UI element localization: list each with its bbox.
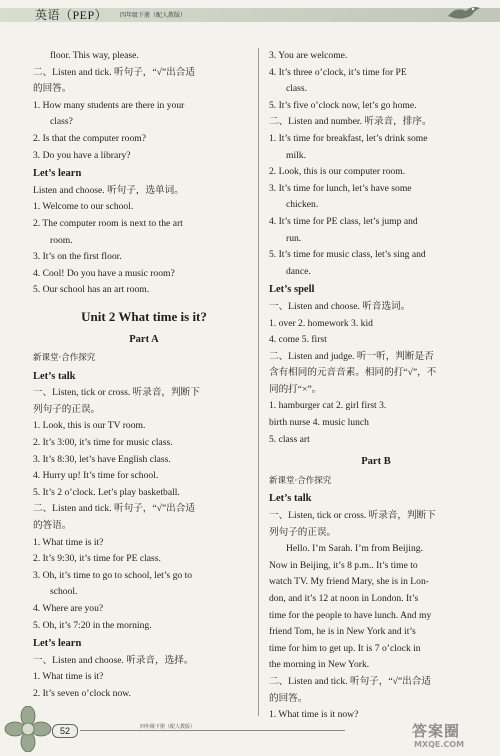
- list-item: 2. It’s seven o’clock now.: [33, 687, 131, 699]
- section-heading: 一、Listen, tick or cross. 听录音，判断下: [33, 387, 200, 399]
- list-item-cont: class?: [50, 116, 73, 128]
- section-heading-cont: 列句子的正误。: [33, 403, 101, 415]
- list-item: 5. Our school has an art room.: [33, 284, 150, 296]
- list-item: 1. What time is it now?: [269, 709, 359, 721]
- flower-icon: [4, 706, 52, 752]
- unit-title: Unit 2 What time is it?: [81, 308, 207, 324]
- list-item: 4. It’s three o’clock, it’s time for PE: [269, 66, 407, 78]
- list-item: 3. Do you have a library?: [33, 149, 131, 161]
- list-item: 3. It’s 8:30, let’s have English class.: [33, 453, 171, 465]
- text-line: floor. This way, please.: [50, 50, 139, 61]
- section-heading: 二、Listen and tick. 听句子，“√”出合适: [33, 66, 195, 78]
- bird-icon: [446, 2, 482, 22]
- section-heading: 一、Listen and choose. 听音选词。: [269, 300, 411, 312]
- lets-spell-heading: Let’s spell: [269, 284, 315, 296]
- column-divider: [258, 48, 259, 716]
- xinketang-label: 新课堂·合作探究: [33, 353, 96, 364]
- list-item: 2. The computer room is next to the art: [33, 217, 183, 229]
- watermark-url: MXQE.COM: [414, 740, 465, 749]
- list-item: 3. Oh, it’s time to go to school, let’s go to: [33, 569, 193, 581]
- list-item: 1. How many students are there in your: [33, 99, 185, 111]
- paragraph-line: don, and it’s 12 at noon in London. It’s: [269, 593, 419, 604]
- section-heading-cont: 的答语。: [33, 520, 72, 532]
- list-item: 3. It’s on the first floor.: [33, 251, 122, 263]
- list-item: 4. Hurry up! It’s time for school.: [33, 470, 159, 482]
- page-header: [0, 0, 500, 28]
- section-heading-cont: 列句子的正误。: [269, 526, 337, 538]
- list-item: 3. It’s time for lunch, let’s have some: [269, 182, 412, 194]
- left-column: [33, 48, 255, 703]
- section-heading-cont: 的回答。: [33, 83, 72, 95]
- list-item-cont: school.: [50, 586, 78, 598]
- paragraph-line: Hello. I’m Sarah. I’m from Beijing.: [286, 543, 423, 555]
- list-item: 2. It’s 9:30, it’s time for PE class.: [33, 553, 161, 565]
- list-item: 4. Cool! Do you have a music room?: [33, 267, 175, 279]
- list-item-cont: run.: [286, 232, 302, 244]
- lets-talk-heading: Let’s talk: [33, 370, 76, 382]
- part-a-title: Part A: [129, 333, 159, 345]
- list-item: 4. Where are you?: [33, 603, 104, 614]
- section-heading: 二、Listen and tick. 听句子，“√”出合适: [269, 675, 431, 687]
- watermark-logo: 答案圈: [412, 722, 461, 740]
- list-item: 1. Look, this is our TV room.: [33, 420, 146, 432]
- right-column: [269, 48, 483, 724]
- page-number: 52: [52, 724, 78, 738]
- lets-learn-heading: Let’s learn: [33, 638, 82, 650]
- list-item-cont: room.: [50, 234, 73, 246]
- list-item: 1. What time is it?: [33, 671, 104, 683]
- section-heading-cont: 同的打“×”。: [269, 383, 322, 395]
- paragraph-line: friend Tom, he is in New York and it’s: [269, 626, 416, 638]
- list-item-cont: milk.: [286, 149, 306, 161]
- list-item-cont: class.: [286, 83, 308, 95]
- footer-text: 四年级下册（配人教版）: [140, 725, 196, 730]
- section-heading: 一、Listen and choose. 听录音，选择。: [33, 654, 194, 666]
- list-item: 2. It’s 3:00, it’s time for music class.: [33, 437, 173, 449]
- header-title: 英语（PEP）: [35, 8, 108, 22]
- lets-talk-heading: Let’s talk: [269, 493, 312, 505]
- list-item: 1. Welcome to our school.: [33, 201, 134, 213]
- footer-rule: [80, 730, 345, 731]
- paragraph-line: Now in Beijing, it’s 8 p.m.. It’s time to: [269, 559, 418, 571]
- section-heading: 二、Listen and number. 听录音，排序。: [269, 116, 432, 128]
- paragraph-line: time for him to get up. It is 7 o’clock in: [269, 642, 421, 654]
- list-item: 5. Oh, it’s 7:20 in the morning.: [33, 619, 152, 631]
- section-heading-cont: 含有相同的元音音素。相同的打“√”，不: [269, 367, 437, 379]
- section-heading-cont: 的回答。: [269, 692, 308, 704]
- list-item: 1. It’s time for breakfast, let’s drink some: [269, 132, 428, 144]
- section-heading: 二、Listen and tick. 听句子，“√”出合适: [33, 503, 195, 515]
- header-subtitle: 四年级下册（配人教版）: [120, 13, 187, 19]
- list-item-cont: dance.: [286, 265, 311, 277]
- list-item: 5. It’s time for music class, let’s sing and: [269, 249, 426, 261]
- list-item: 2. Look, this is our computer room.: [269, 166, 406, 178]
- paragraph-line: the morning in New York.: [269, 659, 370, 671]
- list-item: 1. hamburger cat 2. girl first 3.: [269, 400, 387, 412]
- xinketang-label: 新课堂·合作探究: [269, 475, 332, 486]
- list-item: birth nurse 4. music lunch: [269, 417, 369, 429]
- list-item: 2. Is that the computer room?: [33, 132, 146, 144]
- list-item: 5. class art: [269, 433, 310, 445]
- list-item: 5. It’s 2 o’clock. Let’s play basketball.: [33, 486, 180, 498]
- list-item: 5. It’s five o’clock now, let’s go home.: [269, 99, 417, 111]
- list-item-cont: chicken.: [286, 199, 319, 211]
- list-item: 4. come 5. first: [269, 334, 327, 346]
- section-heading: Listen and choose. 听句子，选单词。: [33, 184, 184, 196]
- section-heading: 一、Listen, tick or cross. 听录音，判断下: [269, 510, 436, 522]
- section-heading: 二、Listen and judge. 听一听，判断是否: [269, 350, 434, 362]
- paragraph-line: watch TV. My friend Mary, she is in Lon-: [269, 576, 429, 588]
- part-b-title: Part B: [361, 456, 391, 468]
- list-item: 4. It’s time for PE class, let’s jump and: [269, 215, 418, 227]
- lets-learn-heading: Let’s learn: [33, 168, 82, 180]
- paragraph-line: time for the people to have lunch. And my: [269, 609, 432, 621]
- list-item: 3. You are welcome.: [269, 50, 348, 61]
- list-item: 1. What time is it?: [33, 536, 104, 548]
- list-item: 1. over 2. homework 3. kid: [269, 317, 373, 329]
